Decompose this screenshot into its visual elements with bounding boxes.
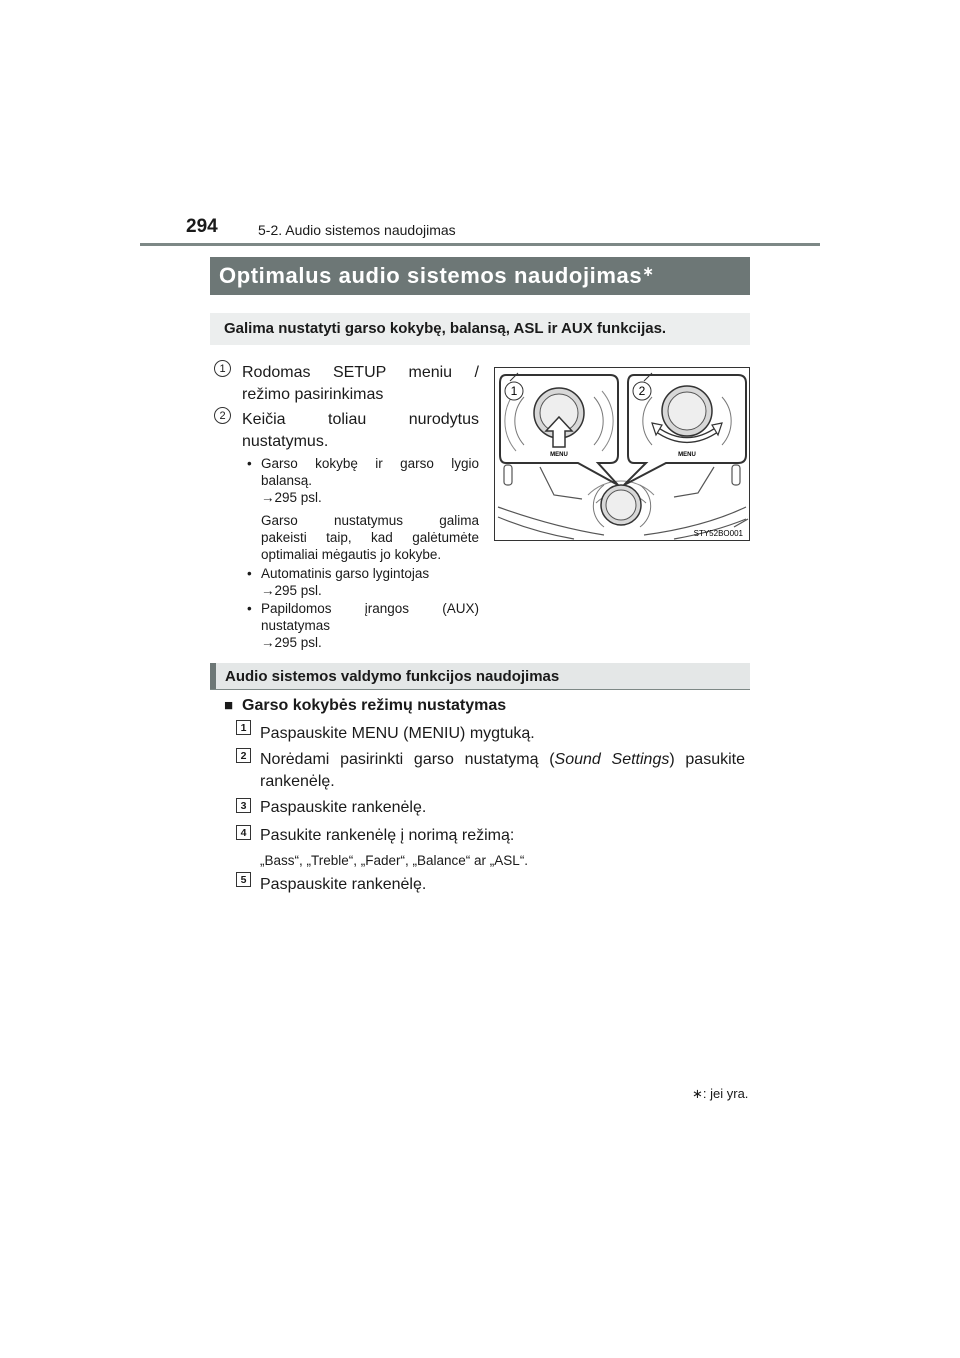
- bullet-1-note-line-2: pakeisti taip, kad galėtumėte: [261, 530, 479, 545]
- step-5-text: Paspauskite rankenėlę.: [260, 876, 427, 893]
- figure-code: STY52BO001: [693, 529, 743, 538]
- audio-control-diagram: [494, 367, 750, 541]
- callout-2-line-2: nustatymus.: [242, 433, 329, 450]
- figure-badge-1-label: 1: [510, 384, 518, 398]
- figure-badge-2-label: 2: [638, 384, 646, 398]
- bullet-dot: •: [247, 566, 252, 581]
- page-number: 294: [186, 216, 218, 237]
- bullet-1-line-1: Garso kokybę ir garso lygio: [261, 456, 479, 471]
- subsection-accent: [210, 663, 216, 690]
- step-4-note: „Bass“, „Treble“, „Fader“, „Balance“ ar „ASL“.: [260, 853, 529, 868]
- step-2-emphasis: Sound Settings: [554, 751, 670, 768]
- callout-1-line-2: režimo pasirinkimas: [242, 386, 384, 403]
- subsection-rule: [210, 689, 750, 690]
- step-number-4: 4: [236, 825, 251, 840]
- step-1-text: Paspauskite MENU (MENIU) mygtuką.: [260, 725, 535, 742]
- section-title-bar: [210, 257, 750, 295]
- bullet-1-line-2: balansą.: [261, 473, 313, 488]
- bullet-2-line-1: Automatinis garso lygintojas: [261, 566, 430, 581]
- footnote-text: : jei yra.: [702, 1086, 749, 1101]
- bullet-2-page-ref: →295 psl.: [261, 583, 322, 598]
- step-number-1: 1: [236, 720, 251, 735]
- topic-marker-icon: ■: [224, 697, 234, 714]
- step-2-line-1: Norėdami pasirinkti garso nustatymą (Sound Settings) pasukite: [260, 751, 746, 768]
- section-title: Optimalus audio sistemos naudojimas∗: [219, 263, 655, 288]
- subsection-title: Audio sistemos valdymo funkcijos naudojimas: [225, 668, 560, 685]
- title-mark: ∗: [642, 263, 655, 279]
- callout-1-line-1: Rodomas SETUP meniu /: [242, 364, 479, 381]
- header-rule: [140, 243, 820, 246]
- bullet-dot: •: [247, 601, 252, 616]
- step-number-5: 5: [236, 872, 251, 887]
- step-3-text: Paspauskite rankenėlę.: [260, 799, 427, 816]
- bullet-3-line-1: Papildomos įrangos (AUX): [261, 601, 479, 616]
- running-head: 5-2. Audio sistemos naudojimas: [258, 222, 456, 238]
- bullet-dot: •: [247, 456, 252, 471]
- step-4-text: Pasukite rankenėlę į norimą režimą:: [260, 827, 515, 844]
- callout-2-line-1: Keičia toliau nurodytus: [242, 411, 479, 428]
- topic-heading: Garso kokybės režimų nustatymas: [242, 697, 507, 714]
- step-number-3: 3: [236, 798, 251, 813]
- step-2-line-2: rankenėlę.: [260, 773, 335, 790]
- step-number-2: 2: [236, 748, 251, 763]
- bullet-1-note-line-3: optimaliai mėgautis jo kokybe.: [261, 547, 442, 562]
- subsection-title-bar: [210, 663, 750, 690]
- callout-number-1: 1: [214, 360, 231, 377]
- intro-text: Galima nustatyti garso kokybę, balansą, ASL ir AUX funkcijas.: [224, 320, 667, 337]
- bullet-3-page-ref: →295 psl.: [261, 635, 322, 650]
- bullet-1-note-line-1: Garso nustatymus galima: [261, 513, 479, 528]
- menu-label-right: MENU: [678, 452, 696, 458]
- callout-number-2: 2: [214, 407, 231, 424]
- intro-box: [210, 313, 750, 345]
- footnote: [692, 1086, 748, 1102]
- footnote-mark: ∗: [692, 1086, 703, 1101]
- menu-label-left: MENU: [550, 452, 568, 458]
- bullet-3-line-2: nustatymas: [261, 618, 331, 633]
- bullet-1-page-ref: →295 psl.: [261, 490, 322, 505]
